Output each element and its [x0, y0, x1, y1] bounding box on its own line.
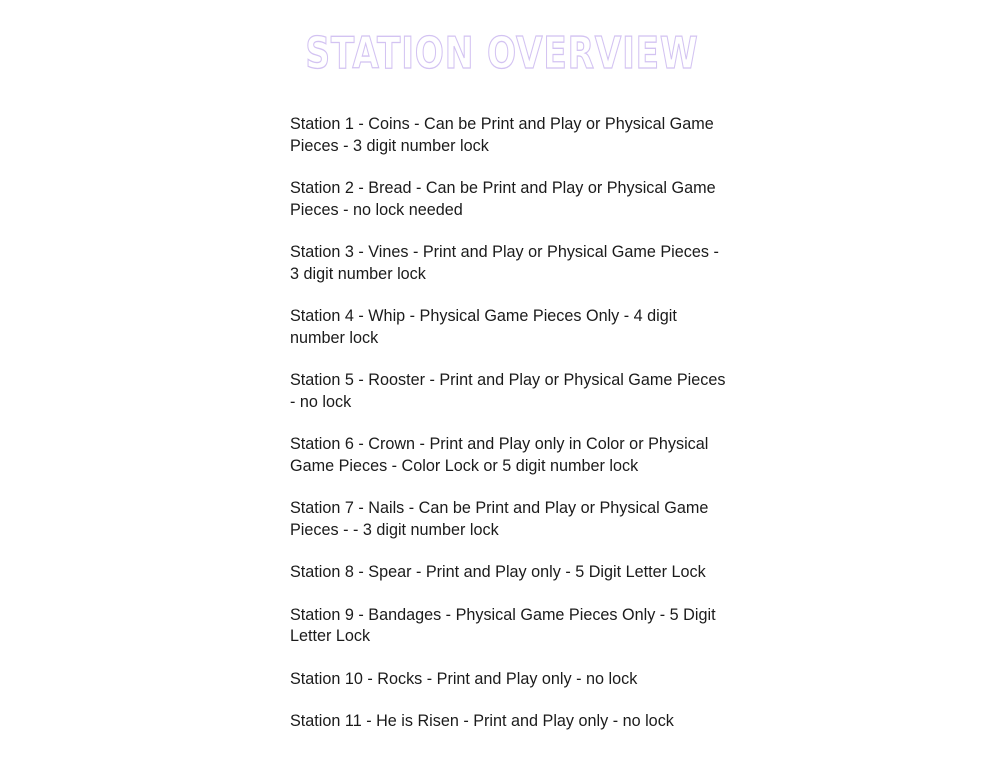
page-title: STATION OVERVIEW	[305, 28, 699, 79]
station-item-7: Station 7 - Nails - Can be Print and Play or Physical Game Pieces - - 3 digit number lock	[290, 499, 709, 539]
station-item-8: Station 8 - Spear - Print and Play only - 5 Digit Letter Lock	[290, 563, 706, 581]
station-item-11: Station 11 - He is Risen - Print and Play only - no lock	[290, 712, 674, 730]
station-list	[290, 114, 726, 754]
station-item-2: Station 2 - Bread - Can be Print and Play or Physical Game Pieces - no lock needed	[290, 179, 716, 219]
station-item-6: Station 6 - Crown - Print and Play only in Color or Physical Game Pieces - Color Lock or 5 digit number lock	[290, 435, 709, 475]
station-item-9: Station 9 - Bandages - Physical Game Pieces Only - 5 Digit Letter Lock	[290, 605, 716, 645]
station-item-4: Station 4 - Whip - Physical Game Pieces Only - 4 digit number lock	[290, 307, 677, 347]
station-item-3: Station 3 - Vines - Print and Play or Physical Game Pieces - 3 digit number lock	[290, 243, 719, 283]
station-item-10: Station 10 - Rocks - Print and Play only - no lock	[290, 669, 638, 688]
station-item-5: Station 5 - Rooster - Print and Play or Physical Game Pieces - no lock	[290, 371, 726, 411]
station-item-1: Station 1 - Coins - Can be Print and Play or Physical Game Pieces - 3 digit number lock	[290, 115, 714, 155]
